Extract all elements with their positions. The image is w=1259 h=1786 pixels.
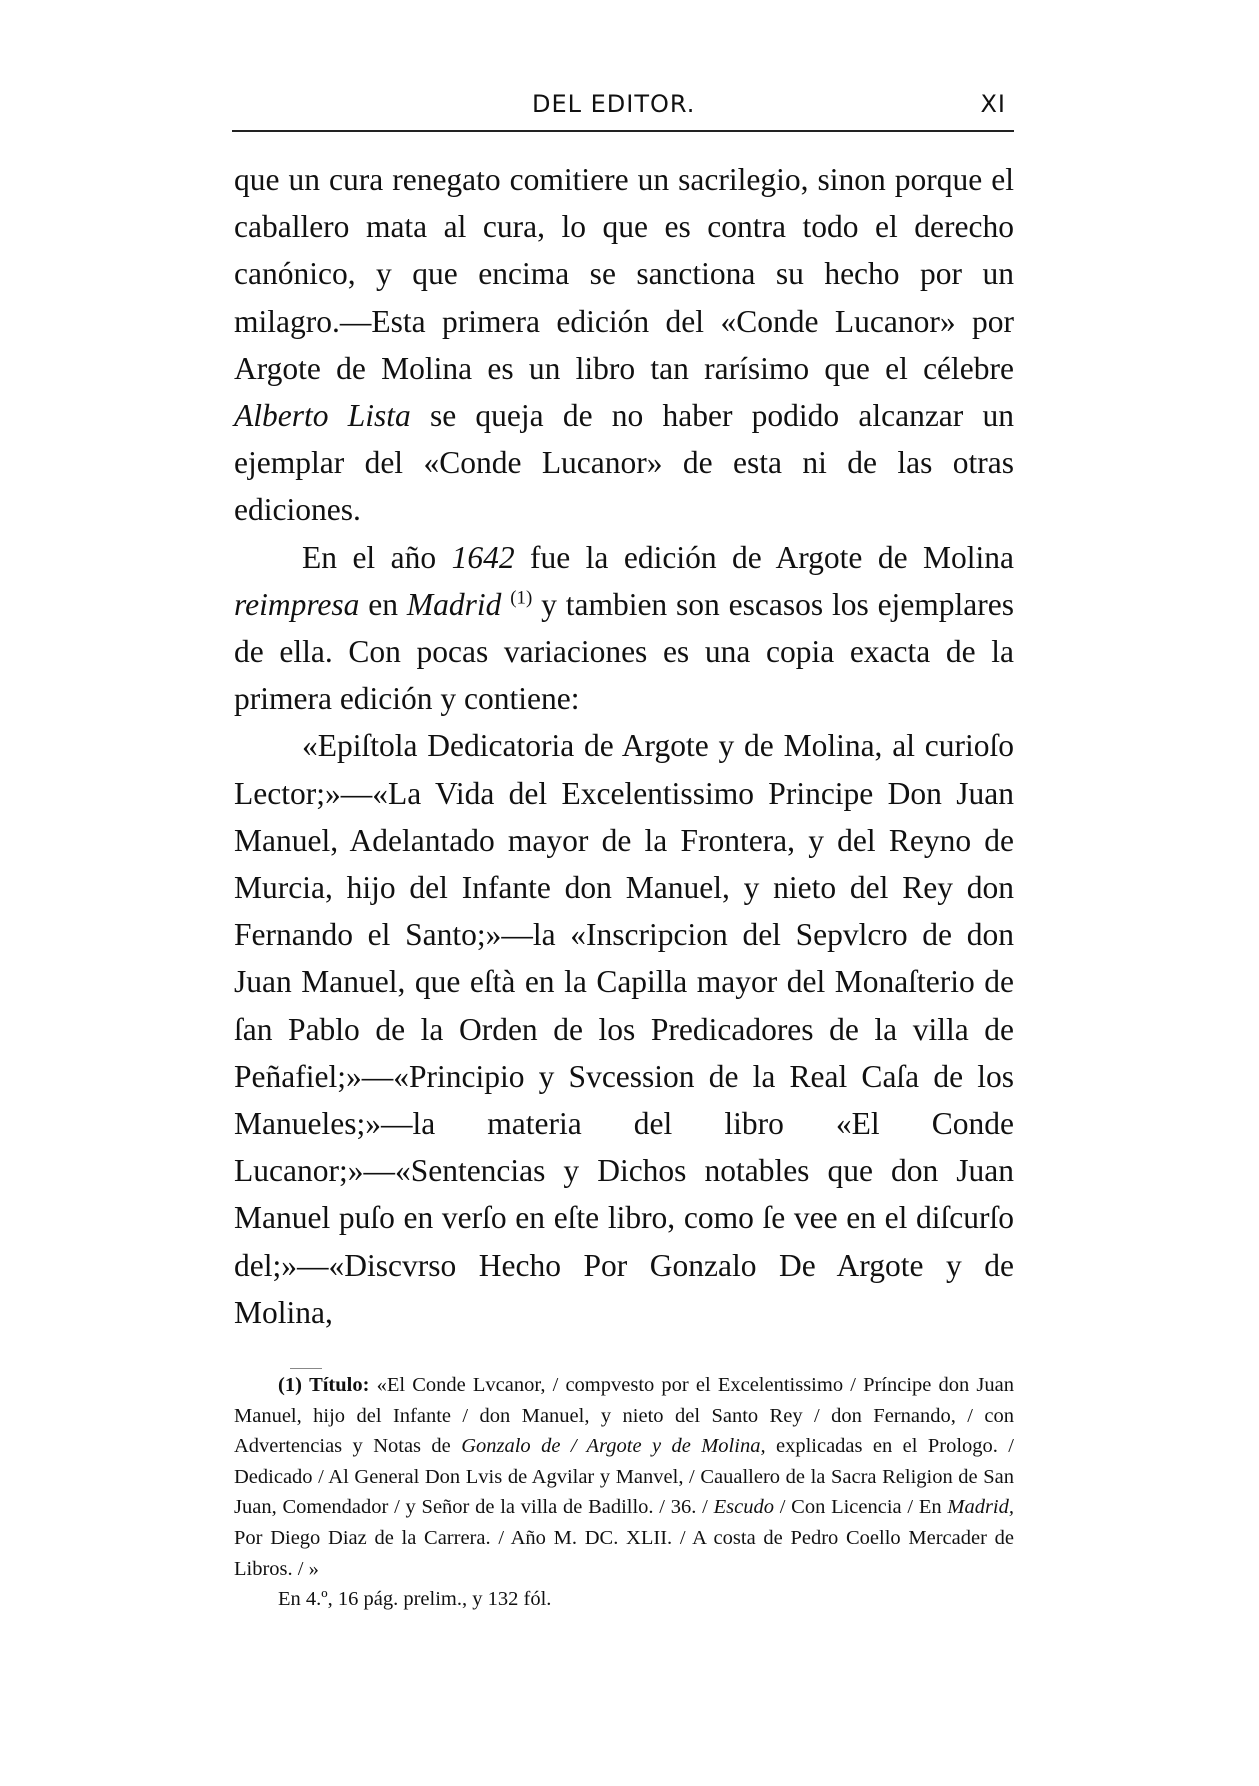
year: 1642 bbox=[451, 539, 515, 575]
footnote-separator bbox=[290, 1368, 322, 1369]
main-text bbox=[234, 156, 1014, 1336]
header-rule bbox=[232, 130, 1014, 132]
footnote-marker: (1) bbox=[278, 1374, 302, 1396]
footnote bbox=[234, 1370, 1014, 1615]
footnote-label: Título: bbox=[309, 1374, 370, 1396]
footnote-reference: (1) bbox=[510, 587, 533, 609]
paragraph-3: «Epiſtola Dedicatoria de Argote y de Molina, al curioſo Lector;»—«La Vida del Excelentissimo Principe Don Juan Manuel, Adelantado mayor de la Frontera, y del Reyno de Murcia, hijo del Infante don Manuel, y nieto del Rey don Fernando el Santo;»—la «Inscripcion del Sepvlcro de don Juan Manuel, que eſtà en la Capilla mayor del Monaſterio de ſan Pablo de la Orden de los Predicadores de la villa de Peñafiel;»—«Principio y Svcession de la Real Caſa de los Manueles;»—la materia del libro «El Conde Lucanor;»—«Sentencias y Dichos notables que don Juan Manuel puſo en verſo en eſte libro, como ſe vee en el diſcurſo del;»—«Discvrso Hecho Por Gonzalo De Argote y de Molina, bbox=[234, 728, 1014, 1330]
footnote-format-line: En 4.º, 16 pág. prelim., y 132 fól. bbox=[278, 1588, 552, 1611]
paragraph-1: que un cura renegato comitiere un sacrilegio, sinon porque el caballero mata al cura, lo que es contra todo el derecho canónico, y que encima se sanctiona su hecho por un milagro.—Esta primera edición del «Conde Lucanor» por Argote de Molina es un libro tan rarísimo que el célebre Alberto Lista se queja de no haber podido alcanzar un ejemplar del «Conde Lucanor» de esta ni de las otras ediciones. bbox=[234, 162, 1014, 528]
header-title: DEL EDITOR. bbox=[532, 90, 696, 118]
author-name: Alberto Lista bbox=[234, 398, 411, 434]
running-header bbox=[232, 86, 1014, 120]
page-number: XI bbox=[980, 90, 1006, 118]
footnote-body: (1) Título: «El Conde Lvcanor, / compvesto por el Excelentissimo / Príncipe don Juan Manuel, hijo del Infante / don Manuel, y nieto del Santo Rey / don Fernando, / con Advertencias y Notas de Gonzalo de / Argote y de Molina, explicadas en el Prologo. / Dedicado / Al General Don Lvis de Agvilar y Manvel, / Cauallero de la Sacra Religion de San Juan, Comendador / y Señor de la villa de Badillo. / 36. / Escudo / Con Licencia / En Madrid, Por Diego Diaz de la Carrera. / Año M. DC. XLII. / A costa de Pedro Coello Mercader de Libros. / » bbox=[234, 1374, 1014, 1580]
paragraph-2: En el año 1642 fue la edición de Argote de Molina reimpresa en Madrid $^{(1)}$ y tambien son escasos los ejemplares de ella. Con pocas variaciones es una copia exacta de la primera edición y contiene: bbox=[234, 539, 1015, 717]
